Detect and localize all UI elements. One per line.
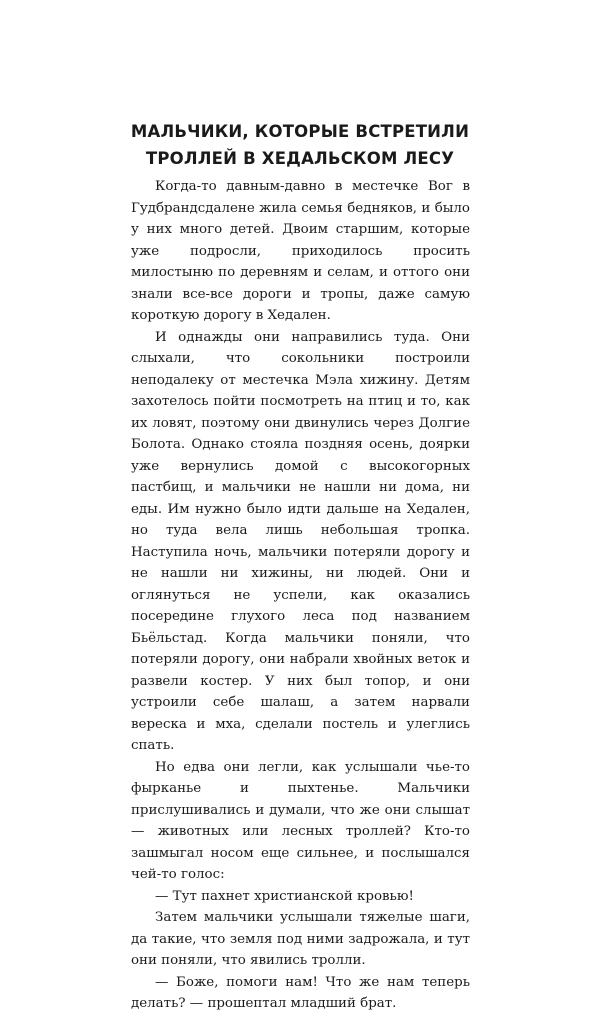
paragraph-6-dialogue: — Боже, помоги нам! Что же нам теперь делать? — прошептал младший брат.	[131, 974, 470, 1011]
paragraph-4-dialogue: — Тут пахнет христианской кровью!	[155, 888, 414, 904]
paragraph-1: Когда-то давным-давно в местечке Вог в Гудбрандсдалене жила семья бедняков, и было у них много детей. Двоим старшим, которые уже подросли, приходилось просить милостыню по деревням и селам, и оттого они знали все-все дороги и тропы, даже самую короткую дорогу в Хедален.	[131, 179, 470, 323]
chapter-title	[100, 118, 500, 172]
chapter-title-line-2: ТРОЛЛЕЙ В ХЕДАЛЬСКОМ ЛЕСУ	[145, 149, 455, 168]
paragraph-3: Но едва они легли, как услышали чье-то фырканье и пыхтенье. Мальчики прислушивались и думали, что же они слышат — животных или лесных троллей? Кто-то зашмыгал носом еще сильнее, и послышался чей-то голос:	[131, 759, 470, 882]
paragraph-5: Затем мальчики услышали тяжелые шаги, да такие, что земля под ними задрожала, и тут они поняли, что явились тролли.	[131, 910, 470, 968]
paragraph-2: И однажды они направились туда. Они слыхали, что сокольники построили неподалеку от местечка Мэла хижину. Детям захотелось пойти посмотреть на птиц и то, как их ловят, поэтому они двинулись через Долгие Болота. Однако стояла поздняя осень, доярки уже вернулись домой с высокогорных пастбищ, и мальчики не нашли ни дома, ни еды. Им нужно было идти дальше на Хедален, но туда вела лишь небольшая тропка. Наступила ночь, мальчики потеряли дорогу и не нашли ни хижины, ни людей. Они и оглянуться не успели, как оказались посередине глухого леса под названием Бьёльстад. Когда мальчики поняли, что потеряли дорогу, они набрали хвойных веток и развели костер. У них был топор, и они устроили себе шалаш, а затем нарвали вереска и мха, сделали постель и улеглись спать.	[131, 329, 470, 753]
chapter-title-line-1: МАЛЬЧИКИ, КОТОРЫЕ ВСТРЕТИЛИ	[130, 122, 470, 141]
chapter-body	[131, 176, 470, 1015]
